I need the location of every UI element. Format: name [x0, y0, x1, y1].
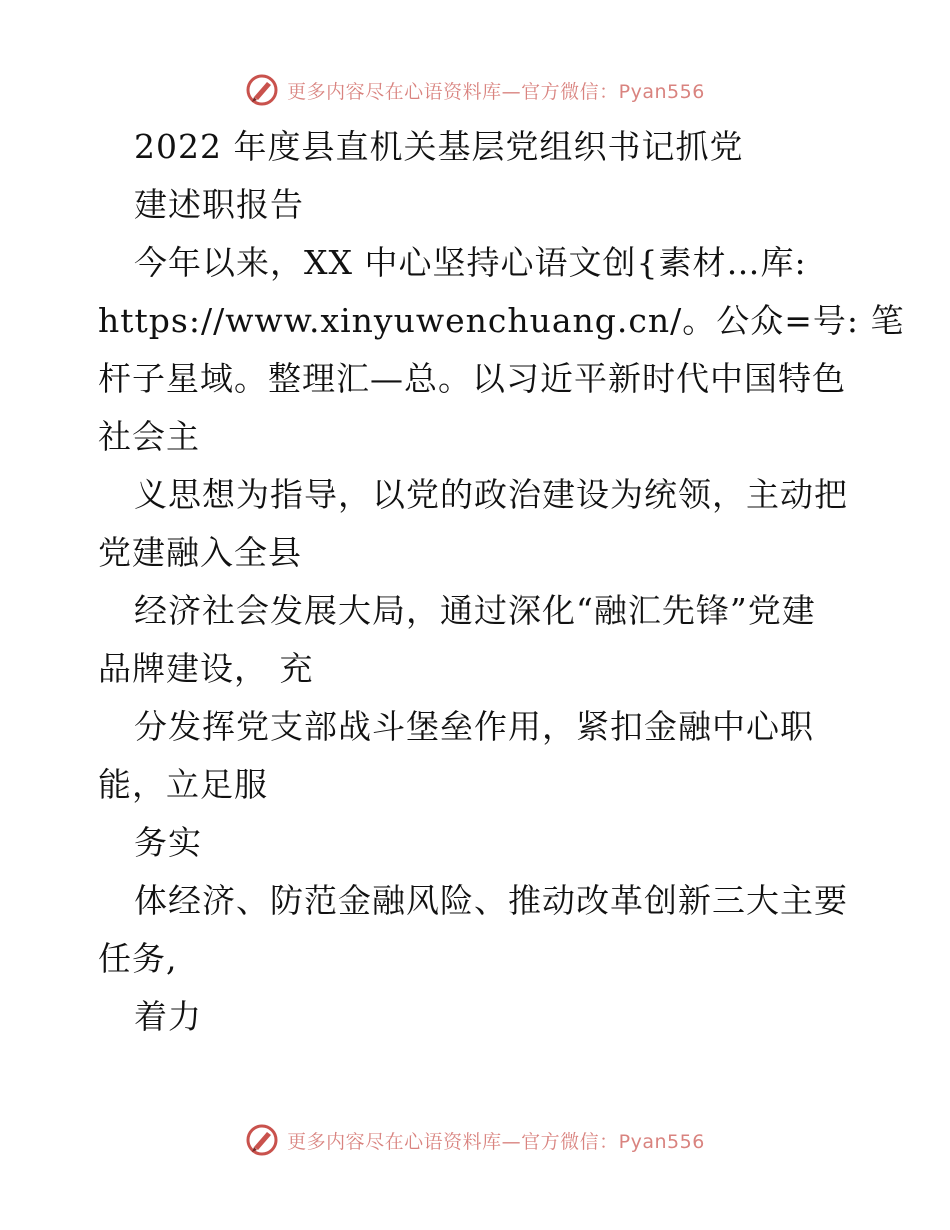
text-line: 分发挥党支部战斗堡垒作用，紧扣金融中心职 [134, 707, 814, 746]
brush-pen-logo-icon [245, 1123, 279, 1157]
text-line: 2022 年度县直机关基层党组织书记抓党 [134, 127, 744, 166]
text-line: 义思想为指导，以党的政治建设为统领，主动把 [134, 475, 848, 514]
text-line: https://www.xinyuwenchuang.cn/。公众=号: 笔 [98, 301, 905, 340]
text-line: 社会主 [98, 417, 200, 456]
document-body [98, 118, 905, 1046]
brush-pen-logo-icon [245, 73, 279, 107]
text-line: 今年以来，XX 中心坚持心语文创{素材…库: [134, 243, 807, 282]
watermark-text: 更多内容尽在心语资料库—官方微信：Pyan556 [287, 80, 705, 103]
text-line: 任务, [98, 939, 178, 978]
footer-watermark [0, 1120, 950, 1160]
text-line: 着力 [134, 997, 202, 1036]
text-line: 建述职报告 [134, 185, 304, 224]
text-line: 体经济、防范金融风险、推动改革创新三大主要 [134, 881, 848, 920]
text-line: 党建融入全县 [98, 533, 302, 572]
text-line: 杆子星域。整理汇—总。以习近平新时代中国特色 [98, 359, 846, 398]
text-line: 能，立足服 [98, 765, 268, 804]
watermark-text: 更多内容尽在心语资料库—官方微信：Pyan556 [287, 1130, 705, 1153]
header-watermark [0, 70, 950, 110]
text-line: 品牌建设， 充 [98, 649, 314, 688]
text-line: 经济社会发展大局，通过深化“融汇先锋”党建 [134, 591, 816, 630]
text-line: 务实 [134, 823, 202, 862]
